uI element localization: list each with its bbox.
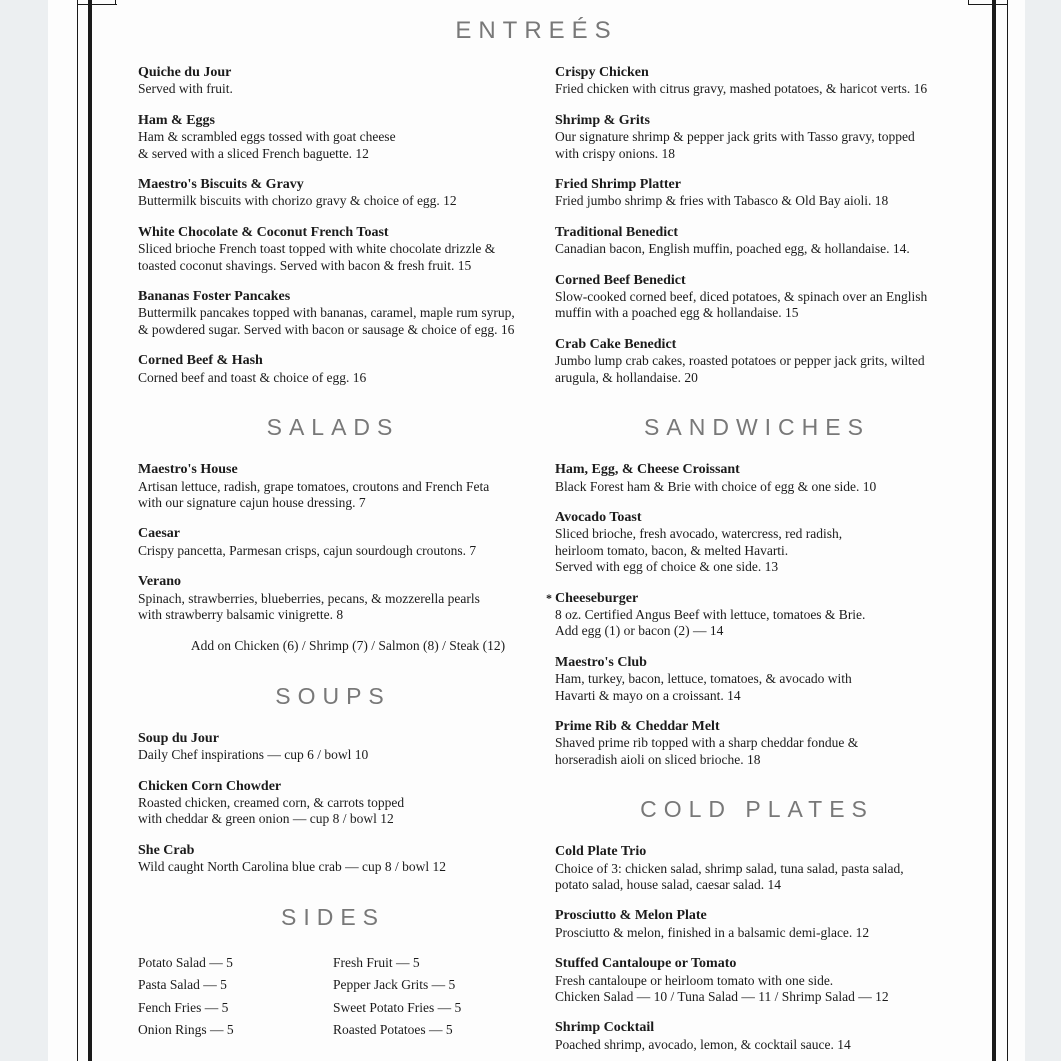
- menu-item: [555, 1020, 985, 1053]
- soups-list: [138, 731, 528, 876]
- menu-item-name: Verano: [138, 574, 182, 590]
- menu-item: [138, 353, 528, 386]
- menu-item: [138, 462, 528, 511]
- menu-item-desc-line: Spinach, strawberries, blueberries, pecans, & mozzerella pearls: [138, 590, 480, 606]
- menu-item-desc-line: Daily Chef inspirations — cup 6 / bowl 10: [138, 747, 369, 763]
- menu-item-name: Bananas Foster Pancakes: [138, 289, 291, 305]
- menu-item-desc-line: Havarti & mayo on a croissant. 14: [555, 687, 741, 703]
- menu-item-desc-line: Slow-cooked corned beef, diced potatoes, & spinach over an English: [555, 289, 928, 305]
- menu-item: [138, 731, 528, 764]
- side-item: Roasted Potatoes — 5: [333, 1022, 453, 1038]
- menu-item: [138, 177, 528, 210]
- menu-item-desc-line: & served with a sliced French baguette. 12: [138, 145, 369, 161]
- side-item: Pasta Salad — 5: [138, 977, 227, 993]
- menu-item-desc-line: heirloom tomato, bacon, & melted Havarti.: [555, 542, 789, 558]
- entrees-right-list: [555, 65, 985, 386]
- menu-item-desc-line: horseradish aioli on sliced brioche. 18: [555, 751, 761, 767]
- menu-item: [138, 289, 528, 338]
- menu-item-name: Fried Shrimp Platter: [555, 177, 681, 193]
- page-edge-left: [0, 0, 48, 1061]
- menu-item-name: Cold Plate Trio: [555, 844, 647, 860]
- menu-item-desc-line: Poached shrimp, avocado, lemon, & cocktail sauce. 14: [555, 1036, 851, 1052]
- menu-item-desc-line: arugula, & hollandaise. 20: [555, 369, 698, 385]
- sandwiches-list: [546, 462, 985, 768]
- menu-item-desc-line: Choice of 3: chicken salad, shrimp salad, tuna salad, pasta salad,: [555, 860, 904, 876]
- menu-item: [138, 843, 528, 876]
- left-column: [138, 65, 528, 1042]
- menu-item-desc-line: with our signature cajun house dressing. 7: [138, 494, 366, 510]
- menu-item: [555, 719, 985, 768]
- menu-item-name: Quiche du Jour: [138, 65, 232, 80]
- menu-item-name: Corned Beef Benedict: [555, 272, 686, 288]
- menu-item-name: Shrimp & Grits: [555, 112, 650, 128]
- section-heading-sandwiches: SANDWICHES: [644, 414, 870, 441]
- menu-item: [138, 225, 528, 274]
- menu-item-desc-line: potato salad, house salad, caesar salad. 14: [555, 877, 782, 892]
- sides-grid: [138, 952, 528, 1042]
- menu-item: [555, 462, 985, 495]
- menu-item-name: Soup du Jour: [138, 730, 219, 746]
- menu-item-desc-line: Crispy pancetta, Parmesan crisps, cajun sourdough croutons. 7: [138, 542, 477, 558]
- menu-item-desc-line: Chicken Salad — 10 / Tuna Salad — 11 / Shrimp Salad — 12: [555, 989, 889, 1005]
- salads-list: [138, 462, 528, 623]
- menu-item-desc-line: Our signature shrimp & pepper jack grits with Tasso gravy, topped: [555, 129, 915, 145]
- side-item: Fresh Fruit — 5: [333, 954, 420, 970]
- menu-item: [555, 273, 985, 322]
- menu-item-name: Crispy Chicken: [555, 65, 649, 80]
- menu-item-desc-line: Ham & scrambled eggs tossed with goat cheese: [138, 129, 396, 145]
- menu-item-name: Shrimp Cocktail: [555, 1020, 655, 1036]
- menu-item: [138, 526, 528, 559]
- menu-item-name: Chicken Corn Chowder: [138, 778, 282, 794]
- menu-item: [555, 113, 985, 162]
- section-heading-soups: SOUPS: [275, 682, 391, 709]
- menu-item: [138, 113, 528, 162]
- menu-item: [555, 225, 985, 258]
- section-heading-salads: SALADS: [266, 414, 400, 441]
- menu-item-desc-line: Fried chicken with citrus gravy, mashed potatoes, & haricot verts. 16: [555, 81, 928, 97]
- sides-col-2: [333, 952, 528, 1042]
- menu-item-desc-line: & powdered sugar. Served with bacon or sausage & choice of egg. 16: [138, 321, 515, 337]
- page-edge-right: [1025, 0, 1061, 1061]
- menu-item-desc-line: Shaved prime rib topped with a sharp cheddar fondue &: [555, 735, 859, 751]
- menu-item-desc-line: muffin with a poached egg & hollandaise. 15: [555, 305, 799, 321]
- menu-item: [555, 655, 985, 704]
- menu-item-desc-line: Served with fruit.: [138, 81, 233, 97]
- menu-item-desc-line: Canadian bacon, English muffin, poached egg, & hollandaise. 14.: [555, 241, 910, 257]
- menu-item-name: Prime Rib & Cheddar Melt: [555, 718, 720, 734]
- menu-item-desc-line: Served with egg of choice & one side. 13: [555, 559, 779, 575]
- menu-item: [555, 956, 985, 1005]
- menu-content: [48, 0, 1025, 1061]
- menu-item-desc-line: Sliced brioche, fresh avocado, watercress, red radish,: [555, 526, 843, 542]
- menu-item-desc-line: Ham, turkey, bacon, lettuce, tomatoes, & avocado with: [555, 671, 852, 687]
- menu-item-name: White Chocolate & Coconut French Toast: [138, 224, 389, 240]
- menu-item: [546, 590, 985, 640]
- menu-item-desc-line: Prosciutto & melon, finished in a balsamic demi-glace. 12: [555, 924, 870, 940]
- menu-item-name: Avocado Toast: [555, 509, 642, 525]
- menu-item-desc-line: with strawberry balsamic vinigrette. 8: [138, 606, 344, 622]
- menu-item-desc-line: with cheddar & green onion — cup 8 / bowl 12: [138, 811, 394, 827]
- menu-item-name: Caesar: [138, 526, 180, 542]
- menu-item-name: Maestro's Club: [555, 654, 647, 670]
- menu-item: [555, 510, 985, 576]
- salads-addon-line: Add on Chicken (6) / Shrimp (7) / Salmon (8) / Steak (12): [190, 638, 506, 654]
- menu-item-desc-line: with crispy onions. 18: [555, 145, 675, 161]
- menu-item-name: Maestro's Biscuits & Gravy: [138, 177, 304, 193]
- side-item: Pepper Jack Grits — 5: [333, 977, 456, 993]
- menu-item-desc-line: Sliced brioche French toast topped with white chocolate drizzle &: [138, 241, 496, 257]
- menu-item: [555, 908, 985, 941]
- menu-item-desc-line: Corned beef and toast & choice of egg. 16: [138, 369, 367, 385]
- side-item: Sweet Potato Fries — 5: [333, 999, 462, 1015]
- menu-item-name: Prosciutto & Melon Plate: [555, 908, 707, 924]
- menu-item-name: She Crab: [138, 842, 195, 858]
- menu-item-desc-line: toasted coconut shavings. Served with bacon & fresh fruit. 15: [138, 257, 472, 273]
- menu-item-name: Crab Cake Benedict: [555, 336, 677, 352]
- menu-item-name: Maestro's House: [138, 462, 238, 478]
- menu-item-name: Corned Beef & Hash: [138, 353, 263, 369]
- menu-item: [138, 779, 528, 828]
- menu-item-desc-line: Artisan lettuce, radish, grape tomatoes, croutons and French Feta: [138, 478, 490, 494]
- menu-item: [138, 574, 528, 623]
- menu-item: [555, 844, 985, 893]
- menu-item-name: Traditional Benedict: [555, 224, 679, 240]
- menu-item-name: Ham, Egg, & Cheese Croissant: [555, 462, 740, 478]
- consumer-advisory-asterisk: *: [546, 590, 552, 605]
- sides-col-1: [138, 952, 333, 1042]
- menu-item-desc-line: Jumbo lump crab cakes, roasted potatoes or pepper jack grits, wilted: [555, 353, 925, 369]
- right-column: [546, 65, 985, 1061]
- menu-item: [555, 337, 985, 386]
- menu-item: [555, 177, 985, 210]
- menu-item-desc-line: 8 oz. Certified Angus Beef with lettuce, tomatoes & Brie.: [555, 606, 866, 622]
- menu-item-desc-line: Roasted chicken, creamed corn, & carrots topped: [138, 794, 405, 810]
- entrees-left-list: [138, 65, 528, 386]
- menu-item-desc-line: Buttermilk pancakes topped with bananas, caramel, maple rum syrup,: [138, 305, 515, 321]
- menu-item-desc-line: Fresh cantaloupe or heirloom tomato with one side.: [555, 972, 834, 988]
- menu-item-desc-line: Buttermilk biscuits with chorizo gravy & choice of egg. 12: [138, 193, 457, 209]
- menu-item: [138, 65, 528, 98]
- menu-item-name: Stuffed Cantaloupe or Tomato: [555, 956, 737, 972]
- section-heading-entrees: ENTREÉS: [455, 17, 618, 44]
- menu-item: [555, 65, 985, 98]
- side-item: Fench Fries — 5: [138, 999, 229, 1015]
- menu-item-desc-line: Add egg (1) or bacon (2) — 14: [555, 623, 724, 639]
- menu-item-desc-line: Wild caught North Carolina blue crab — cup 8 / bowl 12: [138, 859, 447, 875]
- side-item: Onion Rings — 5: [138, 1022, 234, 1038]
- menu-item-name: * Cheeseburger: [546, 590, 639, 606]
- menu-item-name: Ham & Eggs: [138, 112, 215, 128]
- menu-item-desc-line: Black Forest ham & Brie with choice of egg & one side. 10: [555, 478, 877, 494]
- side-item: Potato Salad — 5: [138, 954, 233, 970]
- cold-plates-list: [555, 844, 985, 1053]
- menu-item-desc-line: Fried jumbo shrimp & fries with Tabasco & Old Bay aioli. 18: [555, 193, 889, 209]
- section-heading-cold-plates: COLD PLATES: [640, 796, 874, 823]
- section-heading-sides: SIDES: [280, 903, 386, 930]
